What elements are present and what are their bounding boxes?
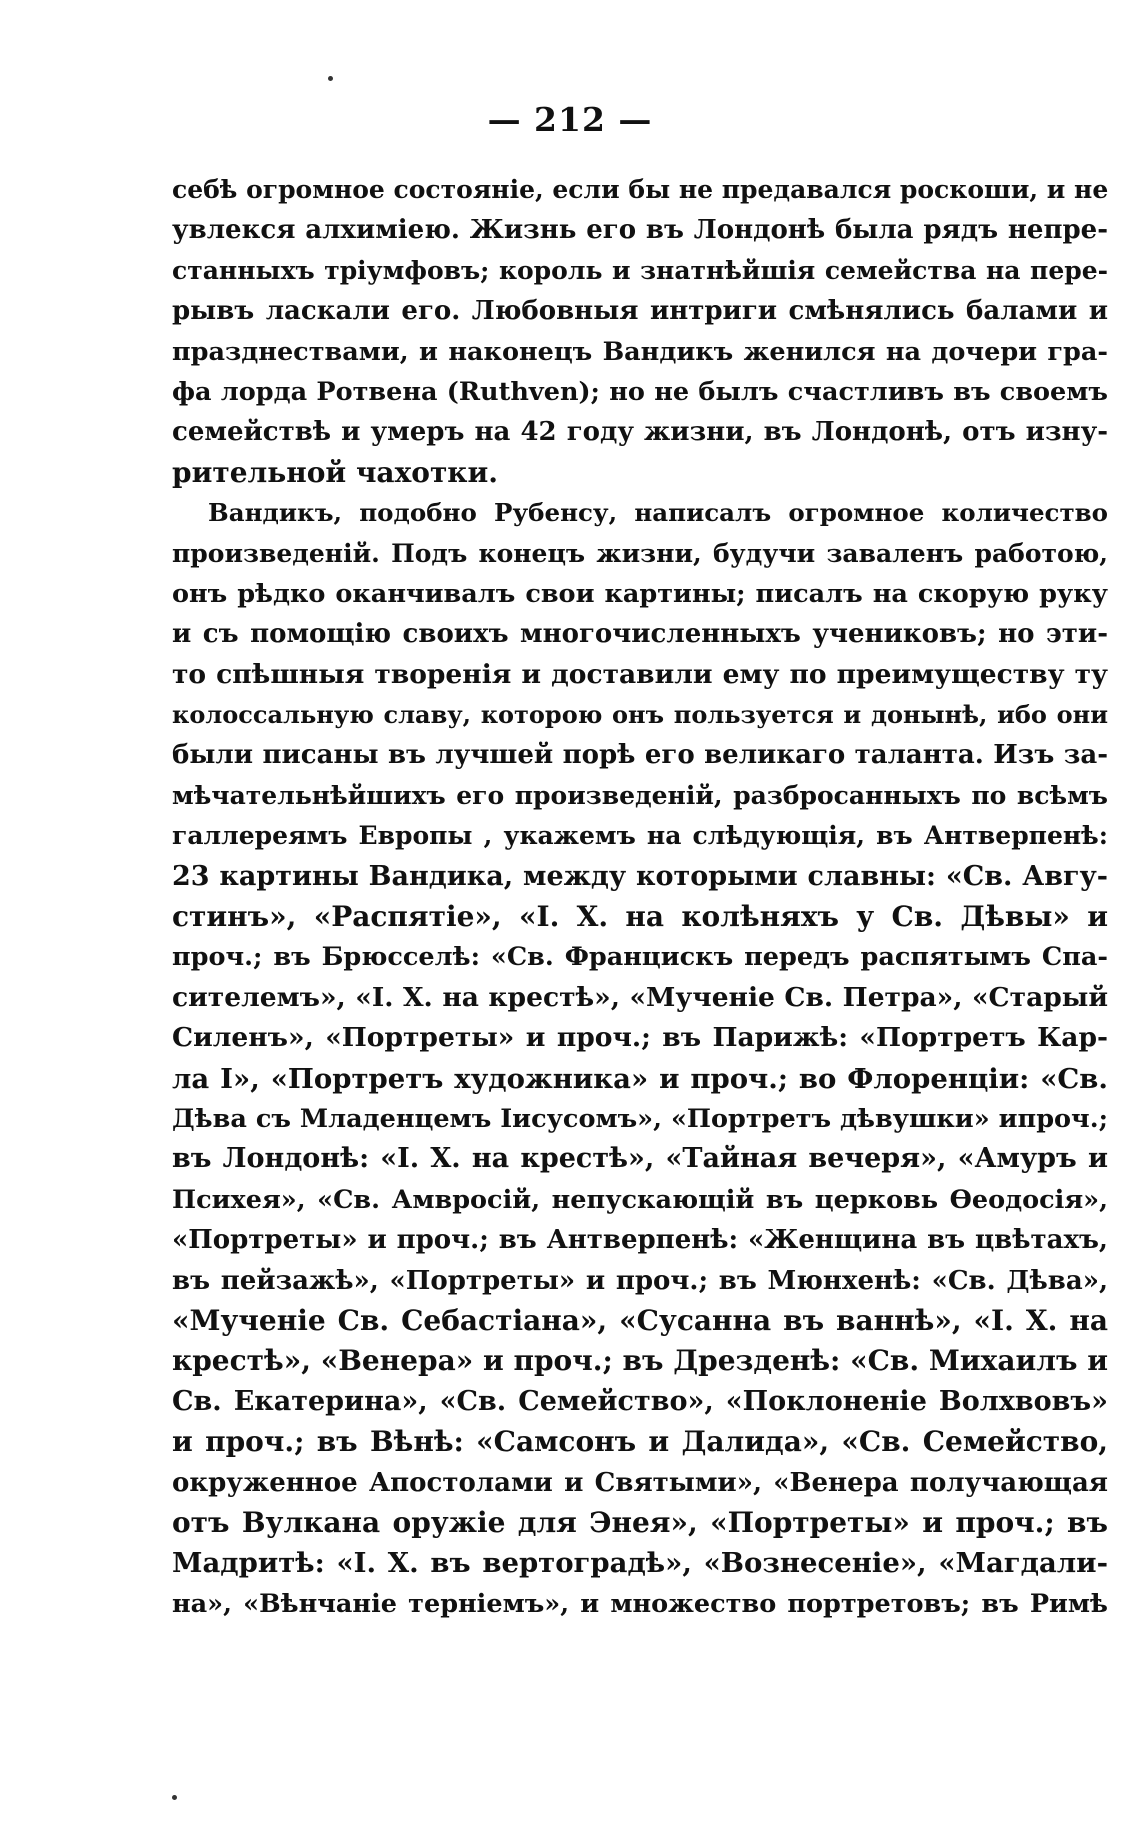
text-line: окруженное Апостолами и Святыми», «Венера получающая [172,1467,1108,1498]
text-line: сителемъ», «І. Х. на крестѣ», «Мученіе Св. Петра», «Старый [172,981,1108,1013]
text-line: мѣчательнѣйшихъ его произведеній, разбросанныхъ по всѣмъ [172,780,1108,810]
text-line: станныхъ тріумфовъ; король и знатнѣйшія семейства на пере- [172,255,1108,285]
page-number: — 212 — [487,100,653,139]
text-line: рывъ ласкали его. Любовныя интриги смѣнялись балами и [172,296,1108,327]
text-line: увлекся алхиміею. Жизнь его въ Лондонѣ была рядъ непре- [172,215,1108,246]
text-line: стинъ», «Распятіе», «І. Х. на колѣняхъ у Св. Дѣвы» и [172,900,1108,934]
text-line: и проч.; въ Вѣнѣ: «Самсонъ и Далида», «Св. Семейство, [172,1425,1108,1459]
text-line: «Мученіе Св. Себастіана», «Сусанна въ ваннѣ», «І. Х. на [172,1303,1108,1337]
text-line: крестѣ», «Венера» и проч.; въ Дрезденѣ: «Св. Михаилъ и [172,1344,1108,1378]
body-text [172,170,1108,1624]
text-line: и съ помощію своихъ многочисленныхъ учениковъ; но эти- [172,619,1108,650]
text-line: произведеній. Подъ конецъ жизни, будучи заваленъ работою, [172,538,1108,568]
text-line: Мадритѣ: «І. Х. въ вертоградѣ», «Вознесеніе», «Магдали- [172,1547,1108,1580]
text-line: фа лорда Ротвена (Ruthven); но не былъ счастливъ въ своемъ [172,376,1108,407]
text-line: въ Лондонѣ: «І. Х. на крестѣ», «Тайная вечеря», «Амуръ и [172,1143,1108,1175]
text-line: Вандикъ, подобно Рубенсу, написалъ огромное количество [208,498,1108,528]
text-line: семействѣ и умеръ на 42 году жизни, въ Лондонѣ, отъ изну- [172,417,1108,448]
text-line: были писаны въ лучшей порѣ его великаго таланта. Изъ за- [172,740,1108,771]
text-line: ла І», «Портретъ художника» и проч.; во Флоренціи: «Св. [172,1062,1108,1095]
text-line: «Портреты» и проч.; въ Антверпенѣ: «Женщина въ цвѣтахъ, [172,1225,1108,1256]
text-line: на», «Вѣнчаніе терніемъ», и множество портретовъ; въ Римѣ [172,1588,1108,1619]
text-line: себѣ огромное состояніе, если бы не предавался роскоши, и не [172,175,1109,204]
text-line: празднествами, и наконецъ Вандикъ женился на дочери гра- [172,336,1108,367]
text-line: онъ рѣдко оканчивалъ свои картины; писалъ на скорую руку [172,578,1108,609]
text-line: въ пейзажѣ», «Портреты» и проч.; въ Мюнхенѣ: «Св. Дѣва», [172,1265,1108,1296]
text-line: 23 картины Вандика, между которыми славны: «Св. Авгу- [172,860,1108,892]
text-line: рительной чахотки. [172,455,499,489]
speck-mark [172,1795,177,1800]
text-line: отъ Вулкана оружіе для Энея», «Портреты» и проч.; въ [172,1505,1108,1539]
text-line: галлереямъ Европы , укажемъ на слѣдующія, въ Антверпенѣ: [172,821,1108,851]
text-line: колоссальную славу, которою онъ пользуется и донынѣ, ибо они [172,700,1108,730]
text-line: проч.; въ Брюсселѣ: «Св. Францискъ передъ распятымъ Спа- [172,942,1108,973]
speck-mark [328,76,333,81]
text-line: Св. Екатерина», «Св. Семейство», «Поклоненіе Волхвовъ» [172,1385,1108,1417]
text-line: Дѣва съ Младенцемъ Іисусомъ», «Портретъ дѣвушки» ипроч.; [172,1103,1108,1134]
text-line: Силенъ», «Портреты» и проч.; въ Парижѣ: «Портретъ Кар- [172,1022,1108,1054]
text-line: Психея», «Св. Амвросій, непускающій въ церковь Ѳеодосія», [172,1184,1108,1215]
text-line: то спѣшныя творенія и доставили ему по преимуществу ту [172,658,1108,690]
